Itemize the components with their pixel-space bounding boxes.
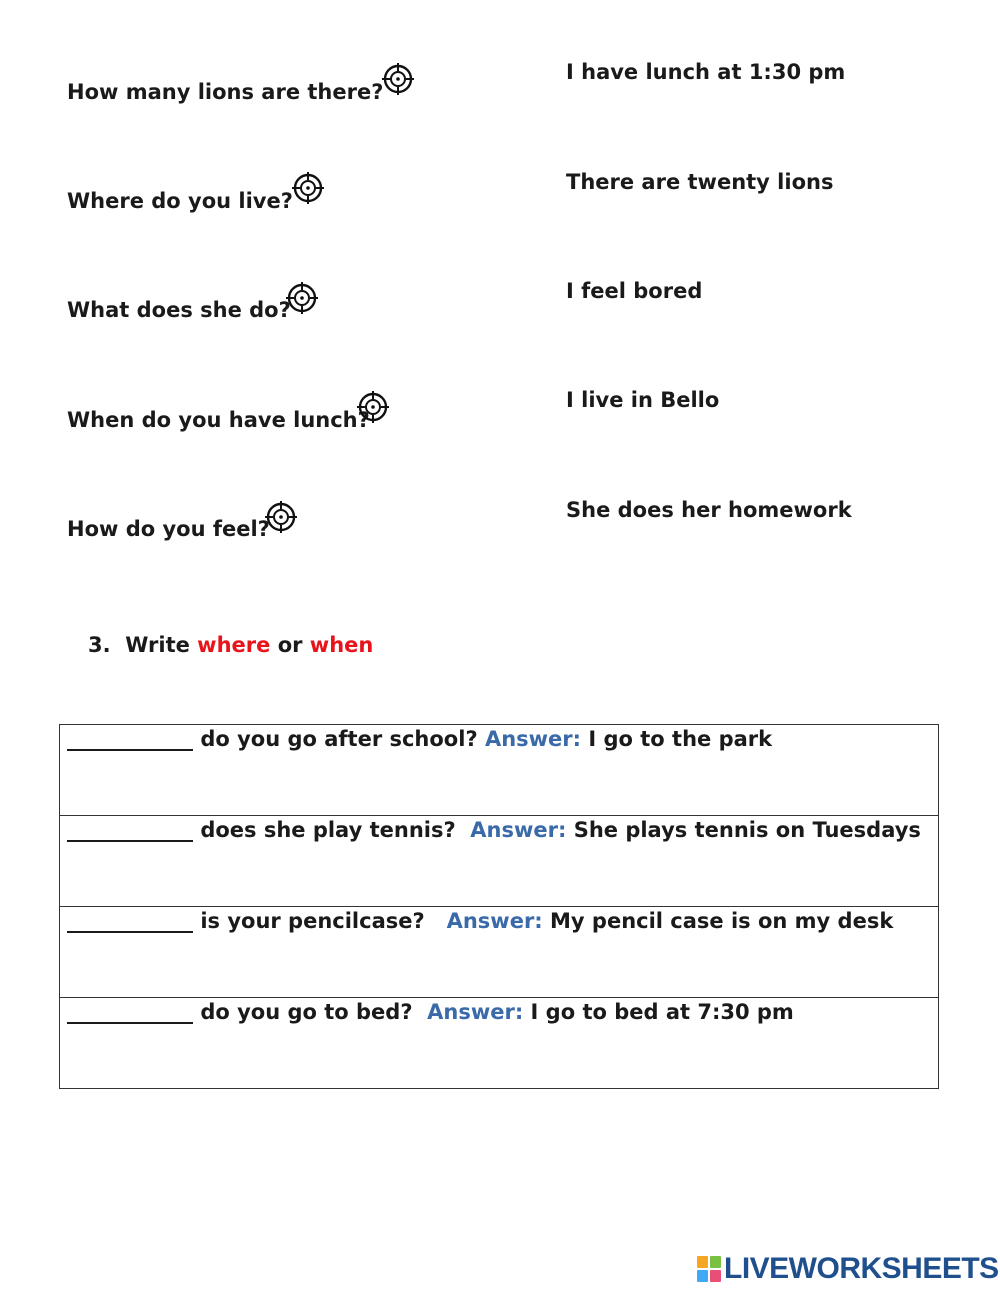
- table-cell: [60, 725, 939, 816]
- crosshair-target-icon[interactable]: [285, 281, 319, 315]
- fill-in-table: [59, 724, 939, 1089]
- question-text: Where do you live?: [67, 189, 293, 213]
- answer-label: Answer:: [470, 818, 567, 842]
- row-question: do you go to bed?: [200, 1000, 413, 1024]
- liveworksheets-logo: [697, 1252, 999, 1285]
- table-row: [60, 725, 939, 816]
- logo-text: LIVEWORKSHEETS: [724, 1252, 999, 1285]
- row-answer: She plays tennis on Tuesdays: [573, 818, 921, 842]
- table-row: [60, 816, 939, 907]
- answer-blank[interactable]: ____________: [67, 818, 193, 842]
- question-5: [67, 516, 270, 541]
- question-3: [67, 297, 291, 322]
- section-number: 3.: [88, 633, 111, 657]
- answer-1: I have lunch at 1:30 pm: [566, 60, 846, 84]
- section-prefix: Write: [125, 633, 190, 657]
- section-3-heading: [88, 632, 373, 658]
- crosshair-target-icon[interactable]: [264, 500, 298, 534]
- answer-label: Answer:: [446, 909, 543, 933]
- answer-blank[interactable]: ____________: [67, 1000, 193, 1024]
- answer-5: She does her homework: [566, 498, 852, 522]
- crosshair-target-icon[interactable]: [356, 390, 390, 424]
- answer-blank[interactable]: ____________: [67, 727, 193, 751]
- table-row: [60, 907, 939, 998]
- question-text: How many lions are there?: [67, 80, 384, 104]
- word-when: when: [309, 633, 374, 657]
- answer-2: There are twenty lions: [566, 170, 834, 194]
- table-cell: [60, 816, 939, 907]
- word-where: where: [197, 633, 271, 657]
- table-cell: [60, 998, 939, 1089]
- question-2: [67, 188, 293, 213]
- logo-mark-icon: [697, 1256, 721, 1282]
- table-row: [60, 998, 939, 1089]
- row-question: does she play tennis?: [200, 818, 456, 842]
- answer-4: I live in Bello: [566, 388, 720, 412]
- row-question: is your pencilcase?: [200, 909, 425, 933]
- question-text: When do you have lunch?: [67, 408, 370, 432]
- row-question: do you go after school?: [200, 727, 478, 751]
- row-answer: I go to the park: [588, 727, 773, 751]
- answer-label: Answer:: [484, 727, 582, 751]
- question-text: How do you feel?: [67, 517, 270, 541]
- crosshair-target-icon[interactable]: [381, 62, 415, 96]
- crosshair-target-icon[interactable]: [291, 171, 325, 205]
- answer-blank[interactable]: ____________: [67, 909, 193, 933]
- question-1: [67, 79, 383, 104]
- question-text: What does she do?: [67, 298, 291, 322]
- table-cell: [60, 907, 939, 998]
- question-4: [67, 407, 370, 432]
- row-answer: I go to bed at 7:30 pm: [530, 1000, 794, 1024]
- word-or: or: [277, 633, 303, 657]
- row-answer: My pencil case is on my desk: [550, 909, 894, 933]
- answer-3: I feel bored: [566, 279, 703, 303]
- answer-label: Answer:: [427, 1000, 524, 1024]
